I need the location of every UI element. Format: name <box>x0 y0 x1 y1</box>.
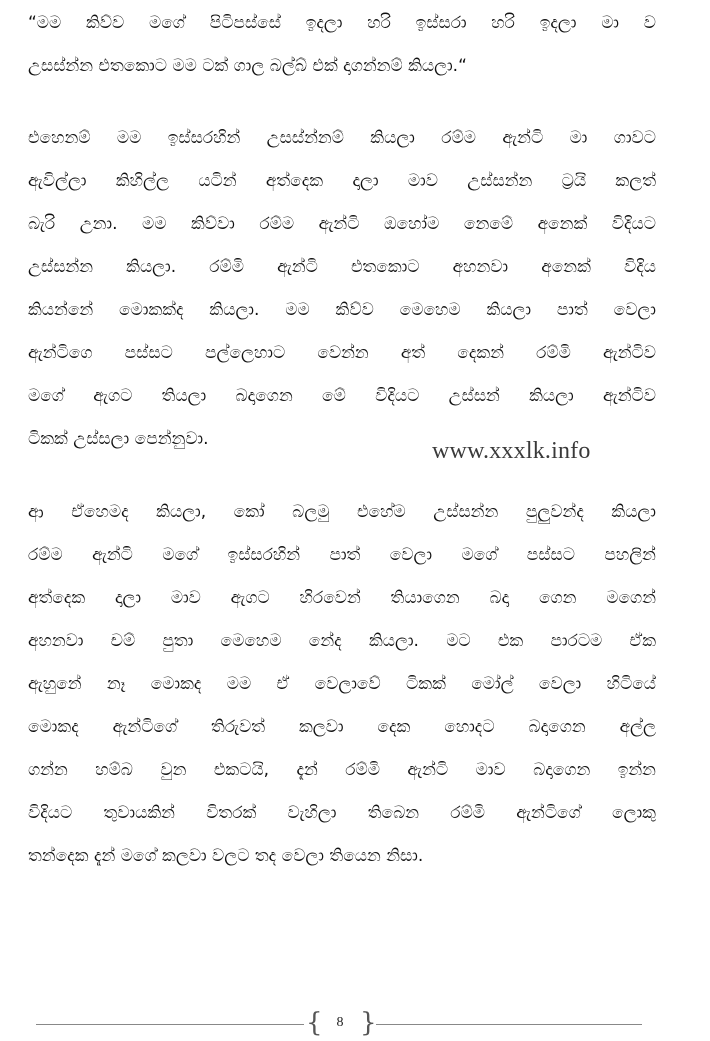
text-line: මගේ ඇගට තියලා බදාගෙන මේ විදියට උස්සන් කියලා ඇන්ටිව <box>28 386 656 406</box>
footer-rule-right <box>376 1024 642 1025</box>
text-line: උසස්න්න එතකොට මම ටක් ගාල බල්බ් එක් දාගන්නම් කියලා.“ <box>28 56 467 76</box>
watermark-text: www.xxxlk.info <box>432 438 591 464</box>
paragraph-1 <box>28 2 656 88</box>
text-line: එහෙනම් මම ඉස්සරහින් උසස්න්නම් කියලා රම්ම ඇන්ටි මා ගාවට <box>28 128 656 148</box>
text-line: රම්ම ඇන්ටි මගේ ඉස්සරහින් පාත් වෙලා මගේ පස්සට පහලින් <box>28 545 656 565</box>
text-line: අත්දෙක දාලා මාව ඇගට හිරවෙන් තියාගෙන බදා ගෙන මගෙන් <box>28 588 656 608</box>
text-line: බැරි උනා. මම කිව්වා රම්ම ඇන්ටි ඔහෝම නෙමේ අනෙක් විදියට <box>28 214 656 234</box>
text-line: කියන්නේ මොකක්ද කියලා. මම කිව්ව මෙහෙම කියලා පාත් වෙලා <box>28 300 656 320</box>
paragraph-2 <box>28 117 656 461</box>
text-line: ඇවිල්ලා කිහිල්ල යටින් අත්දෙක දාලා මාව උස්සන්න ට්‍රයි කලත් <box>28 171 656 191</box>
footer-brace-right: } <box>360 1008 377 1038</box>
footer-rule-left <box>36 1024 304 1025</box>
text-line: ඇහුනේ නෑ මොකද මම ඒ වෙලාවේ ටිකක් මෝල් වෙලා හිටියේ <box>28 674 656 694</box>
text-line: ගන්න හම්බ වුන එකටයි, දැන් රම්මි ඇන්ටි මාව බදාගෙන ඉන්න <box>28 760 656 780</box>
text-line: ටිකක් උස්සලා පෙන්නුවා. <box>28 429 209 449</box>
page-number: 8 <box>336 1015 344 1030</box>
paragraph-3 <box>28 491 656 878</box>
text-line: මොකද ඇන්ටිගේ තිරුවත් කලවා දෙක හොදට බදාගෙන අල්ල <box>28 717 656 737</box>
footer-brace-left: { <box>306 1008 323 1038</box>
text-line: උස්සන්න කියලා. රම්මි ඇන්ටි එතකොට අහනවා අනෙක් විදිය <box>28 257 656 277</box>
text-line: ආ ඒහෙමද කියලා, කෝ බලමු එහේම උස්සන්න පුලුවන්ද කියලා <box>28 502 656 522</box>
text-line: ඇන්ටිගෙ පස්සට පල්ලෙහාට වෙන්න අත් දෙකන් රම්මි ඇන්ටිව <box>28 343 656 363</box>
text-line: තන්දෙක දැන් මගේ කලවා වලට තද වෙලා තියෙන නිසා. <box>28 846 424 866</box>
text-line: විදියට තුවායකින් විතරක් වැහිලා තිබෙන රම්මි ඇන්ටිගේ ලොකු <box>28 803 656 823</box>
text-line: අහනවා චම් පුතා මෙහෙම නේද කියලා. මට එක පාරටම ඒක <box>28 631 656 651</box>
text-line: “මම කිව්ව මගේ පිටිපස්සේ ඉදලා හරි ඉස්සරා හරි ඉදලා මා ව <box>28 13 656 33</box>
